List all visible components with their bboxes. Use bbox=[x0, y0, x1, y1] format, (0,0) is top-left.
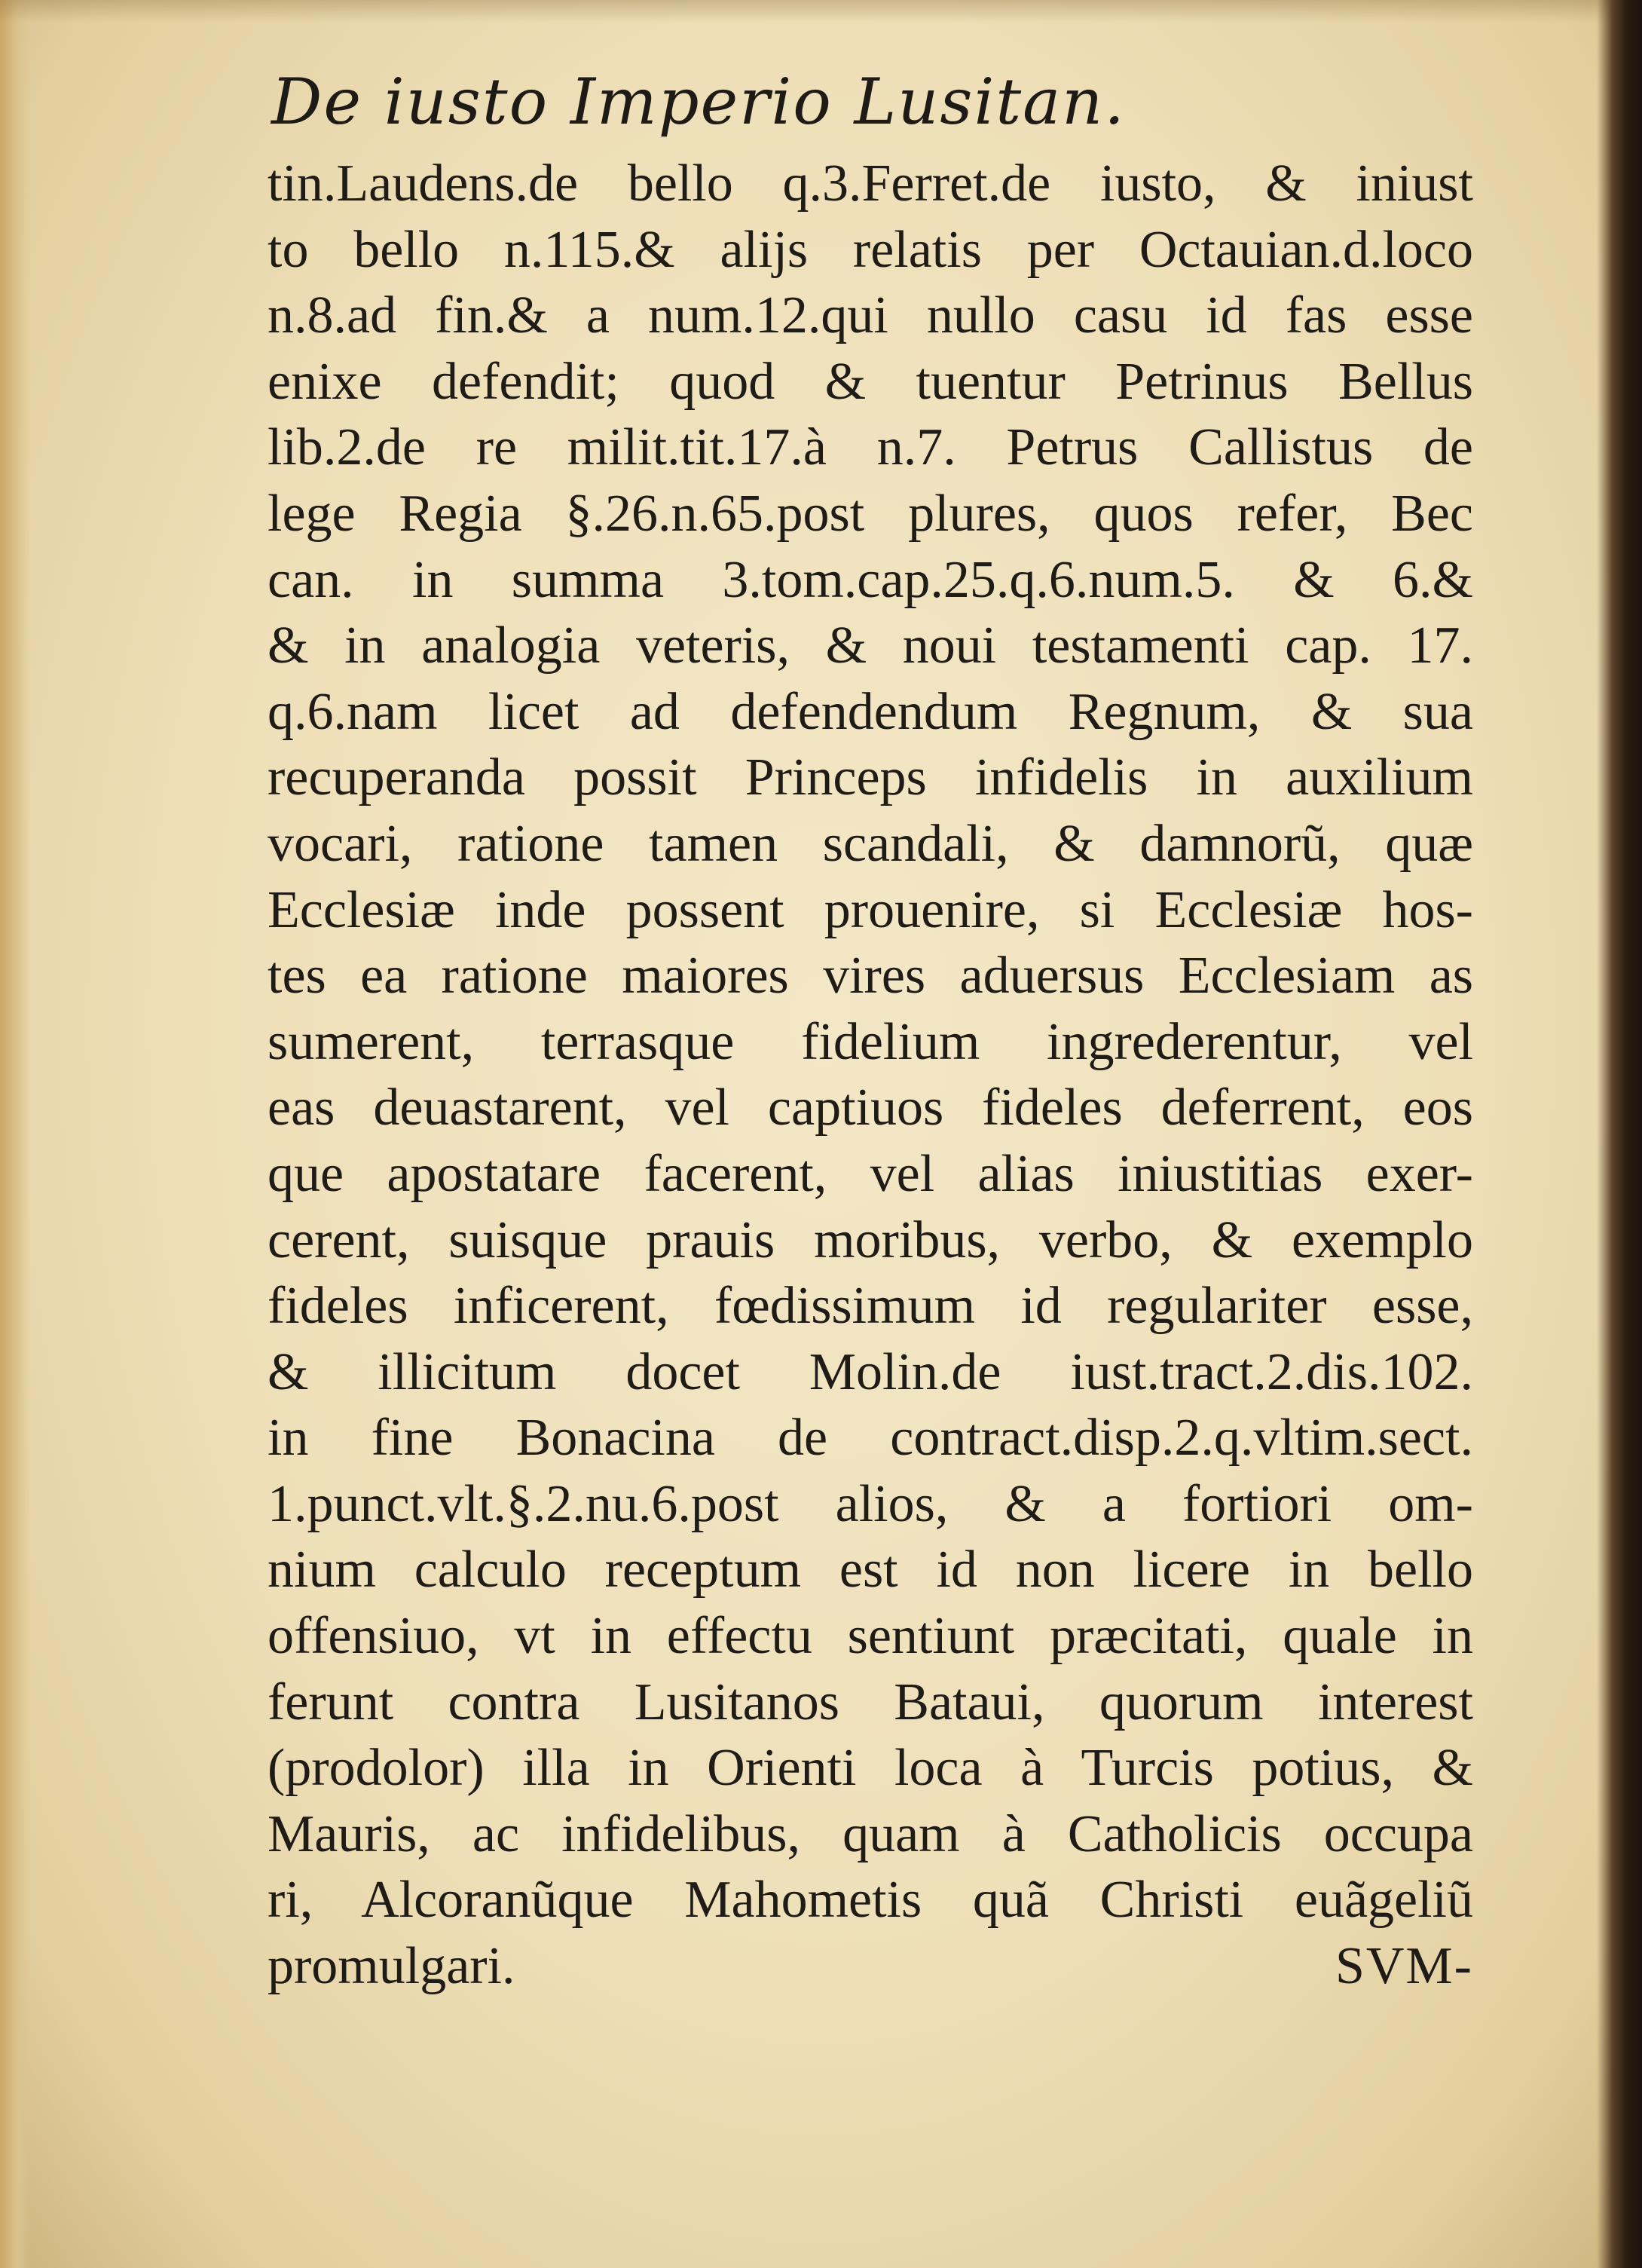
text-line: tin.Laudens.de bello q.3.Ferret.de iusto, & iniust bbox=[268, 155, 1473, 213]
text-line: fideles inficerent, fœdissimum id regulariter esse, bbox=[268, 1277, 1473, 1336]
text-line: sumerent, terrasque fidelium ingrederentur, vel bbox=[268, 1012, 1473, 1071]
text-line: nium calculo receptum est id non licere in bello bbox=[268, 1541, 1473, 1599]
page-right-edge bbox=[1597, 0, 1642, 2268]
text-line: to bello n.115.& alijs relatis per Octauian.d.loco bbox=[268, 220, 1473, 279]
last-text-line bbox=[268, 1933, 1473, 2000]
text-line: ferunt contra Lusitanos Bataui, quorum interest bbox=[268, 1673, 1473, 1731]
running-head: De iusto Imperio Lusitan. bbox=[271, 65, 1126, 139]
text-line: Mauris, ac infidelibus, quam à Catholicis occupa bbox=[268, 1804, 1473, 1863]
text-line: lege Regia §.26.n.65.post plures, quos refer, Bec bbox=[268, 484, 1473, 543]
text-line: can. in summa 3.tom.cap.25.q.6.num.5. & 6.& bbox=[268, 550, 1473, 609]
text-line: que apostatare facerent, vel alias iniustitias exer- bbox=[268, 1144, 1473, 1203]
text-line: offensiuo, vt in effectu sentiunt præcitati, quale in bbox=[268, 1607, 1473, 1666]
text-line: enixe defendit; quod & tuentur Petrinus Bellus bbox=[268, 352, 1473, 411]
text-line: q.6.nam licet ad defendendum Regnum, & sua bbox=[268, 682, 1473, 741]
text-line: 1.punct.vlt.§.2.nu.6.post alios, & a fortiori om- bbox=[268, 1474, 1473, 1533]
page-gutter-shadow bbox=[0, 0, 30, 2268]
text-line: & in analogia veteris, & noui testamenti cap. 17. bbox=[268, 617, 1473, 675]
text-line: cerent, suisque prauis moribus, verbo, & exemplo bbox=[268, 1211, 1473, 1269]
text-line: n.8.ad fin.& a num.12.qui nullo casu id fas esse bbox=[268, 286, 1473, 345]
text-line: recuperanda possit Princeps infidelis in auxilium bbox=[268, 748, 1473, 807]
text-line: vocari, ratione tamen scandali, & damnorũ, quæ bbox=[268, 814, 1473, 873]
text-line: tes ea ratione maiores vires aduersus Ecclesiam as bbox=[268, 947, 1473, 1005]
page-top-shadow bbox=[0, 0, 1642, 23]
text-line: & illicitum docet Molin.de iust.tract.2.dis.102. bbox=[268, 1342, 1473, 1401]
last-line-text: promulgari. bbox=[268, 1937, 515, 1996]
text-line: lib.2.de re milit.tit.17.à n.7. Petrus Callistus de bbox=[268, 418, 1473, 477]
catchword: SVM- bbox=[1335, 1937, 1473, 1996]
text-line: Ecclesiæ inde possent prouenire, si Ecclesiæ hos- bbox=[268, 880, 1473, 939]
text-line: (prodolor) illa in Orienti loca à Turcis potius, & bbox=[268, 1739, 1473, 1798]
body-text bbox=[268, 151, 1473, 2110]
text-line: in fine Bonacina de contract.disp.2.q.vltim.sect. bbox=[268, 1409, 1473, 1468]
text-line: ri, Alcoranũque Mahometis quã Christi euãgeliũ bbox=[268, 1871, 1473, 1930]
text-line: eas deuastarent, vel captiuos fideles deferrent, eos bbox=[268, 1079, 1473, 1137]
